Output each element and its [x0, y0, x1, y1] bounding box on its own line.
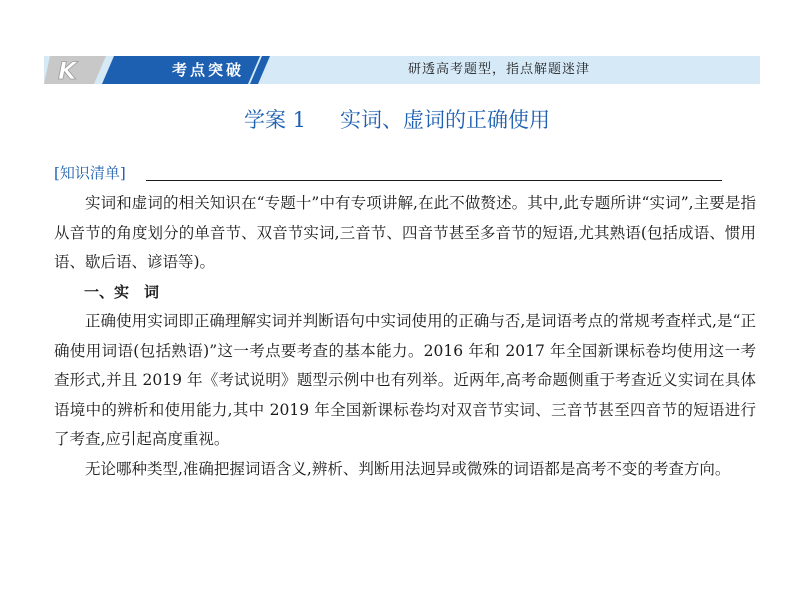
- intro-paragraph: 实词和虚词的相关知识在“专题十”中有专项讲解,在此不做赘述。其中,此专题所讲“实词”,主要是指从音节的角度划分的单音节、双音节实词,三音节、四音节甚至多音节的短语,尤其熟语(包括成语、惯用语、歇后语、谚语等)。: [54, 194, 756, 271]
- body-paragraph-1: 正确使用实词即正确理解实词并判断语句中实词使用的正确与否,是词语考点的常规考查样式,是“正确使用词语(包括熟语)”这一考点要考查的基本能力。2016 年和 2017 年全国新课标卷均使用这一考查形式,并且 2019 年《考试说明》题型示例中也有列举。近两年,高考命题侧重于考查近义实词在具体语境中的辨析和使用能力,其中 2019 年全国新课标卷均对双音节实词、三音节甚至四音节的短语进行了考查,应引起高度重视。: [54, 312, 756, 448]
- section-label: [知识清单]: [54, 164, 126, 182]
- k-logo-icon: K: [58, 57, 77, 84]
- lesson-topic: 实词、虚词的正确使用: [340, 108, 551, 132]
- section-banner: [44, 56, 760, 84]
- lesson-title: [0, 104, 794, 134]
- body-content: [54, 189, 756, 484]
- section-divider: [146, 180, 722, 181]
- banner-title: 考点突破: [171, 61, 244, 79]
- banner-subtitle: 研透高考题型，指点解题迷津: [407, 62, 590, 77]
- subsection-heading: 一、实 词: [84, 282, 160, 301]
- lesson-number: 学案 1: [243, 108, 307, 132]
- body-paragraph-2: 无论哪种类型,准确把握词语含义,辨析、判断用法迥异或微殊的词语都是高考不变的考查方向。: [85, 459, 731, 478]
